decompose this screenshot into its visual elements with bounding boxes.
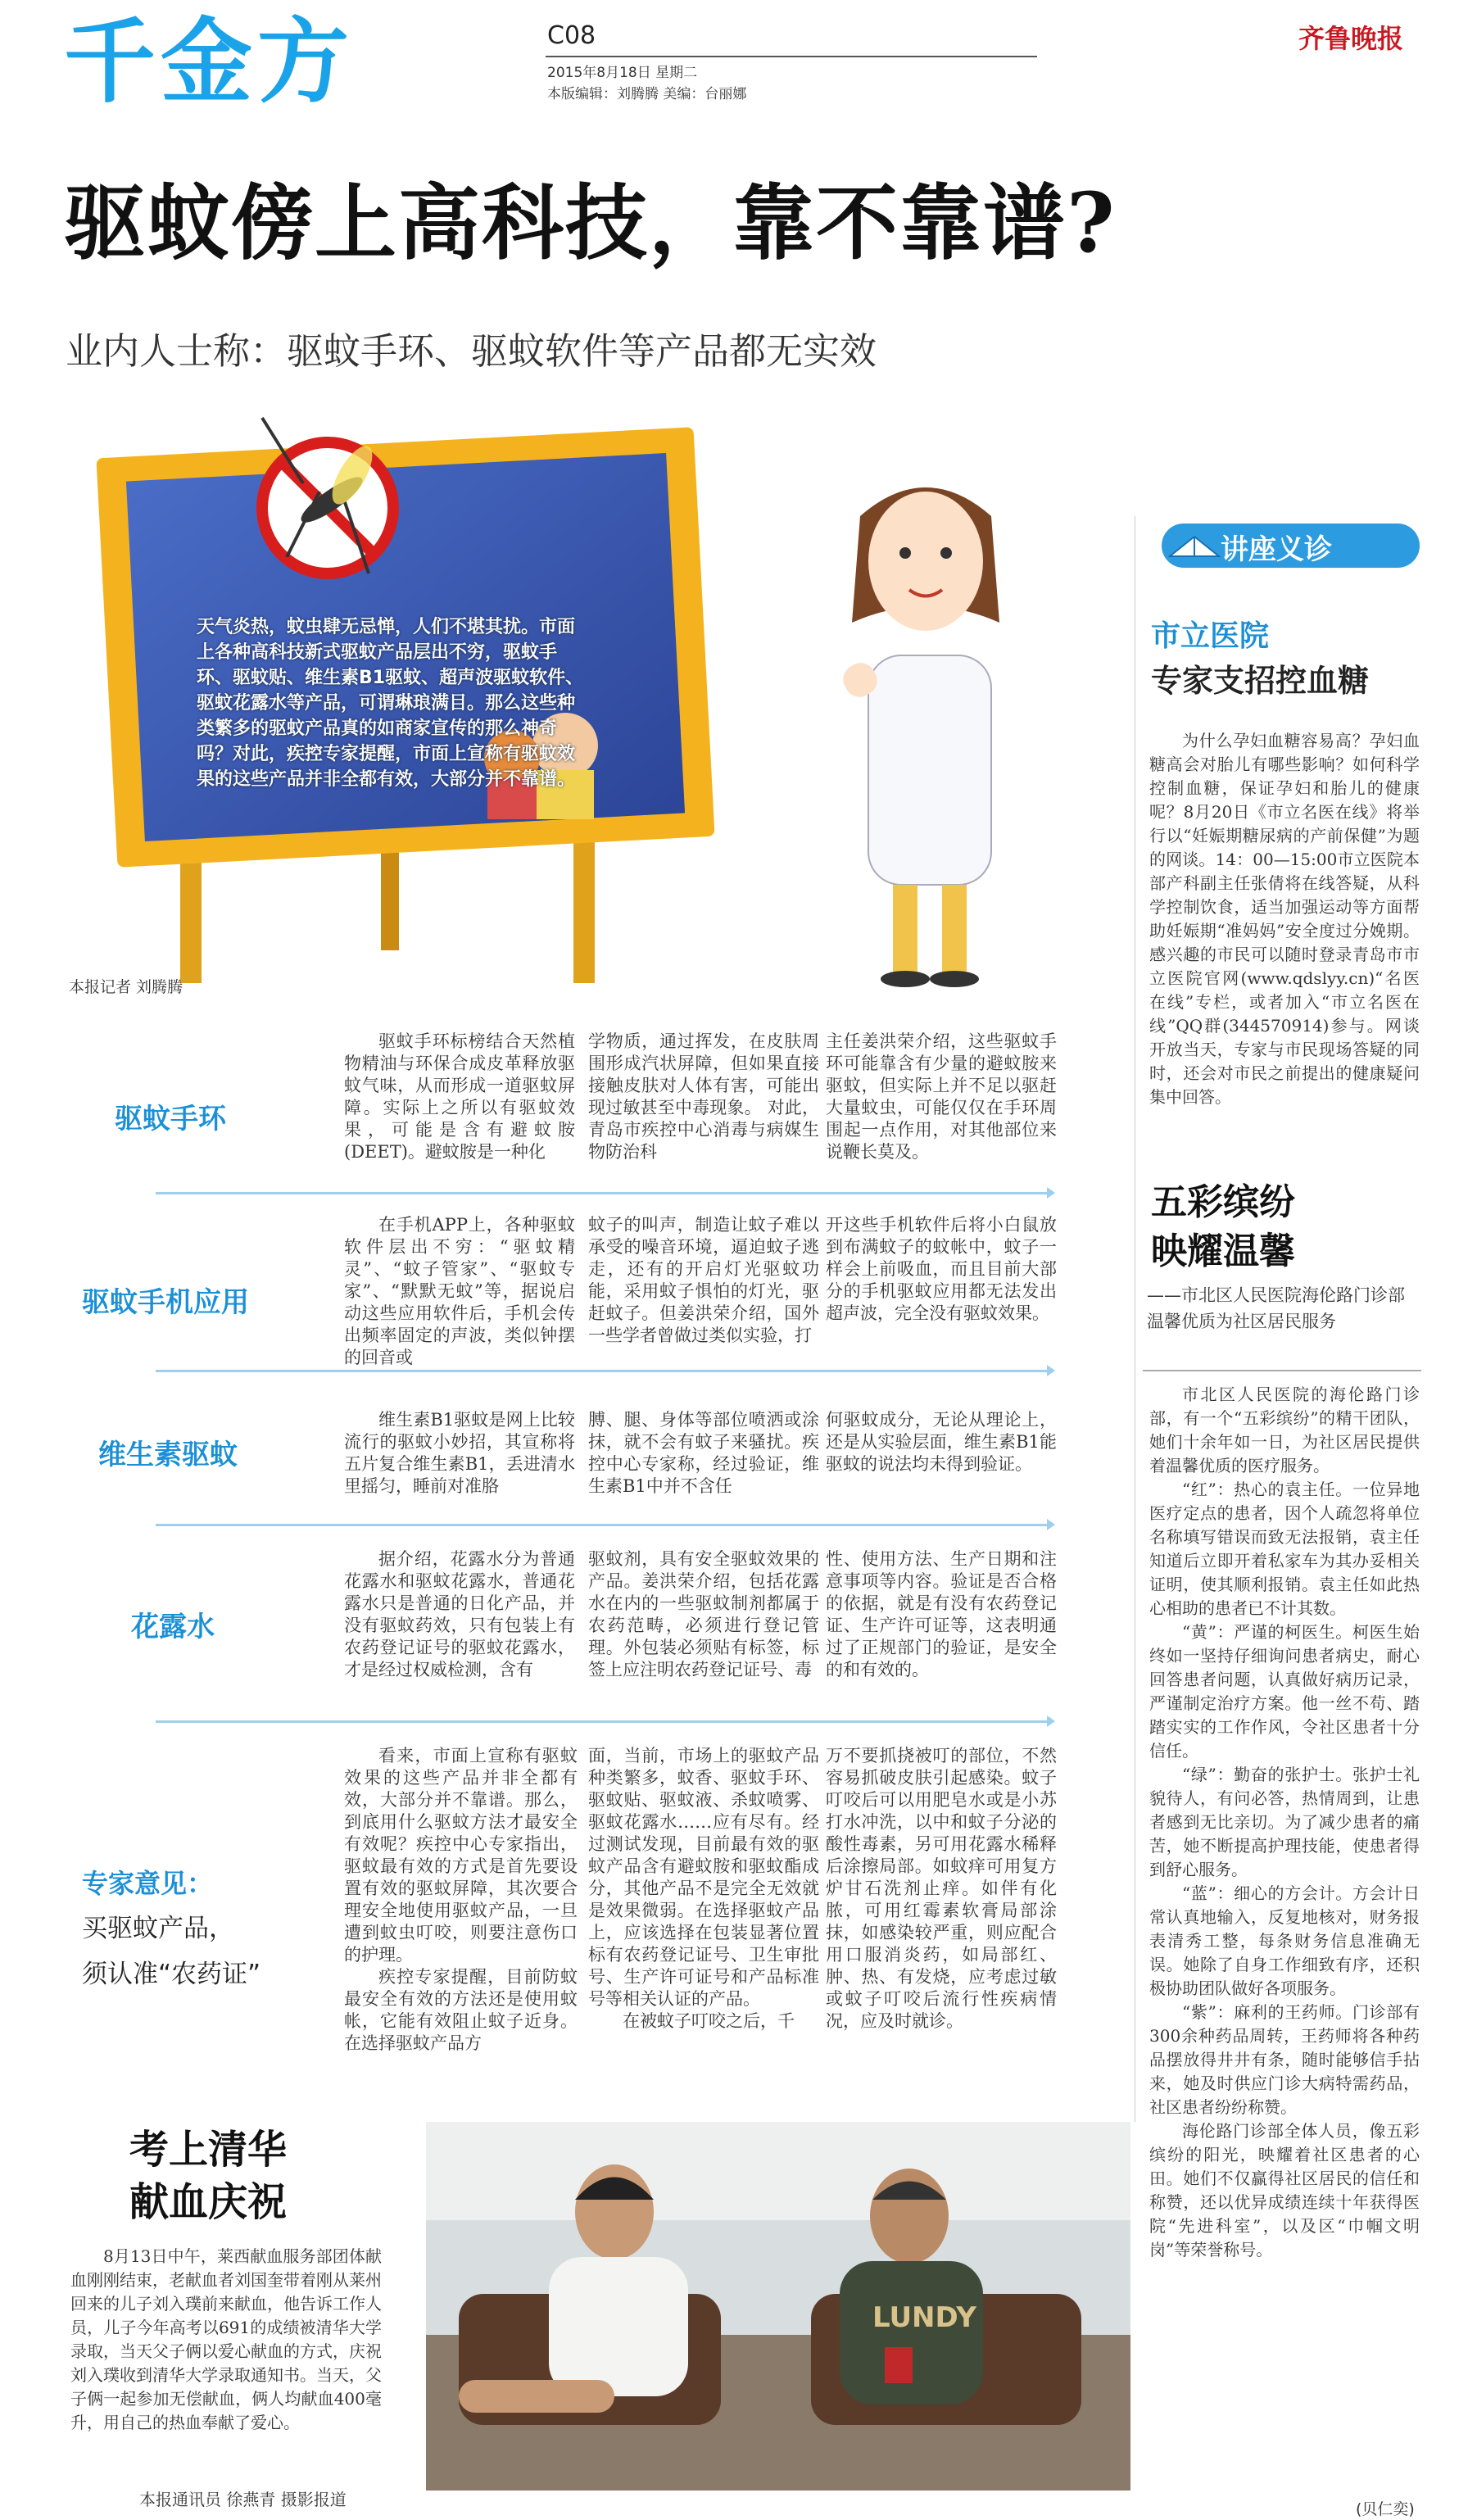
paragraph: 看来，市面上宣称有驱蚊效果的这些产品并非全都有效，大部分并不靠谱。那么，到底用什么驱蚊方法才最安全有效呢？疾控中心专家指出，驱蚊最有效的方式是首先要设置有效的驱蚊屏障，其次要合理安全地使用驱蚊产品，一旦遭到蚊虫叮咬，则要注意伤口的护理。 [344,1746,578,1965]
paragraph: 在手机APP上，各种驱蚊软件层出不穷：“驱蚊精灵”、“蚊子管家”、“驱蚊专家”、“默默无蚊”等，据说启动这些应用软件后，手机会传出频率固定的声波，类似钟摆的回音或 [344,1215,575,1367]
shirt-text: LUNDY [872,2301,976,2334]
section-text-col [344,1548,575,1681]
paragraph: 何驱蚊成分，无论从理论上，还是从实验层面，维生素B1能驱蚊的说法均未得到验证。 [826,1410,1057,1474]
photo-headline-line1: 考上清华 [129,2127,288,2173]
masthead-meta [547,62,746,105]
wucai-paragraph: “绿”：勤奋的张护士。张护士礼貌待人，有问必答，热情周到，让患者感到无比亲切。为了减少患者的痛苦，她不断提高护理技能，使患者得到舒心服务。 [1149,1765,1420,1879]
section-text-col [588,1409,819,1498]
section-text-col [344,1214,575,1369]
board-intro-text: 天气炎热，蚊虫肆无忌惮，人们不堪其扰。市面上各种高科技新式驱蚊产品层出不穷，驱蚊手环、驱蚊贴、维生素B1驱蚊、超声波驱蚊软件、驱蚊花露水等产品，可谓琳琅满目。那么这些种类繁多的驱蚊产品真的如商家宣传的那么神奇吗？对此，疾控专家提醒，市面上宣称有驱蚊效果的这些产品并非全都有效，大部分并不靠谱。 [197,617,584,790]
editor-credits: 本版编辑：刘腾腾 美编：台丽娜 [547,86,747,102]
wucai-headline [1151,1178,1295,1276]
photo-story-headline [129,2123,287,2228]
section-text-col [826,1548,1057,1681]
newspaper-logo: 齐鲁晚报 [1298,23,1404,54]
wucai-paragraph: “蓝”：细心的方会计。方会计日常认真地输入，反复地核对，财务报表清秀工整，每条财务信息准确无误。她除了自身工作细致有序，还积极协助团队做好各项服务。 [1149,1883,1420,1998]
paragraph: 膊、腿、身体等部位喷洒或涂抹，就不会有蚊子来骚扰。疾控中心专家称，经过验证，维生素B1中并不含任 [588,1410,819,1496]
section-divider [156,1192,1050,1194]
paragraph: 驱蚊手环标榜结合天然植物精油与环保合成皮革释放驱蚊气味，从而形成一道驱蚊屏障。实际上之所以有驱蚊效果，可能是含有避蚊胺(DEET)。避蚊胺是一种化 [344,1031,575,1162]
sub-headline: 业内人士称：驱蚊手环、驱蚊软件等产品都无实效 [66,329,877,373]
column-logo: 千金方 [64,9,354,116]
paragraph: 维生素B1驱蚊是网上比较流行的驱蚊小妙招，其宣称将五片复合维生素B1，丢进清水里摇匀，睡前对准胳 [344,1410,575,1496]
masthead-rule [546,56,1037,57]
section-text-col [826,1214,1057,1325]
expert-opinion-line2: 须认准“农药证” [82,1960,261,1989]
section-text-col [344,1031,575,1163]
wucai-paragraph: 市北区人民医院的海伦路门诊部，有一个“五彩缤纷”的精干团队，她们十余年如一日，为社区居民提供着温馨优质的医疗服务。 [1149,1385,1420,1475]
wucai-paragraph: “紫”：麻利的王药师。门诊部有300余种药品周转，王药师将各种药品摆放得井井有条，随时能够信手拈来，她及时供应门诊大病特需药品，社区患者纷纷称赞。 [1149,2002,1420,2117]
wucai-paragraph: 海伦路门诊部全体人员，像五彩缤纷的阳光，映耀着社区患者的心田。她们不仅赢得社区居民的信任和称赞，还以优异成绩连续十年获得医院“先进科室”，以及区“巾帼文明岗”等荣誉称号。 [1149,2121,1420,2259]
masthead [0,0,1477,139]
section-text-col [588,1214,819,1347]
section-divider [156,1524,1050,1526]
expert-text-col [588,1745,819,2033]
paragraph: 主任姜洪荣介绍，这些驱蚊手环可能靠含有少量的避蚊胺来驱蚊，但实际上并不足以驱赶大量蚊虫，可能仅仅在手环周围起一点作用，对其他部位来说鞭长莫及。 [826,1031,1057,1162]
doctor-figure [838,487,999,987]
wucai-title-line2: 映耀温馨 [1151,1231,1295,1272]
blood-donation-photo [426,2122,1130,2491]
paragraph: 在被蚊子叮咬之后，千 [623,2011,795,2031]
wucai-rule [1143,1370,1421,1371]
expert-opinion-line1: 买驱蚊产品， [82,1914,234,1943]
section-label-phone-app: 驱蚊手机应用 [82,1286,249,1319]
photo-credit: 本报通讯员 徐燕青 摄影报道 [139,2490,347,2509]
section-text-col [588,1031,819,1163]
expert-text-col [344,1745,578,2055]
paragraph: 面，当前，市场上的驱蚊产品种类繁多，蚊香、驱蚊手环、驱蚊贴、驱蚊液、杀蚊喷雾、驱蚊花露水……应有尽有。经过测试发现，目前最有效的驱蚊产品含有避蚊胺和驱蚊酯成分，其他产品不是完全无效就是效果微弱。在选择驱蚊产品上，应该选择在包装显著位置标有农药登记证号、卫生审批号、生产许可证号和产品标准号等相关认证的产品。 [588,1746,819,2009]
photo-headline-line2: 献血庆祝 [129,2179,288,2225]
section-label-vitamin: 维生素驱蚊 [98,1439,238,1471]
section-text-col [826,1031,1057,1163]
expert-opinion-label: 专家意见： [82,1868,214,1899]
wucai-paragraph: “黄”：严谨的柯医生。柯医生始终如一坚持仔细询问患者病史，耐心回答患者问题，认真做好病历记录，严谨制定治疗方案。他一丝不苟、踏踏实实的工作作风，令社区患者十分信任。 [1149,1622,1420,1761]
paragraph: 万不要抓挠被叮的部位，不然容易抓破皮肤引起感染。蚊子叮咬后可以用肥皂水或是小苏打水冲洗，以中和蚊子分泌的酸性毒素，另可用花露水稀释后涂擦局部。如蚊痒可用复方炉甘石洗剂止痒。如伴有化脓，可用红霉素软膏局部涂抹，如感染较严重，则应配合用口服消炎药，如局部红、肿、热、有发烧，应考虑过敏或蚊子叮咬后流行性疾病情况，应及时就诊。 [826,1746,1057,2031]
hospital-article-body: 为什么孕妇血糖容易高？孕妇血糖高会对胎儿有哪些影响？如何科学控制血糖，保证孕妇和胎儿的健康呢？8月20日《市立名医在线》将举行以“妊娠期糖尿病的产前保健”为题的网谈。14：00—15:00市立医院本部产科副主任张倩将在线答疑，从科学控制饮食，适当加强运动等方面帮助妊娠期“准妈妈”安全度过分娩期。感兴趣的市民可以随时登录青岛市市立医院官网(www.qdslyy.cn)“名医在线”专栏，或者加入“市立名医在线”QQ群(344570914)参与。网谈开放当天，专家与市民现场答疑的同时，还会对市民之前提出的健康疑问集中回答。 [1149,731,1420,1107]
wucai-signature: (贝仁奕) [1356,2500,1415,2518]
page-number: C08 [547,21,596,50]
paragraph: 开这些手机软件后将小白鼠放到布满蚊子的蚊帐中，蚊子一样会上前吸血，而且目前大部分的手机驱蚊应用都无法发出超声波，完全没有驱蚊效果。 [826,1215,1057,1323]
mosquito-ban-icon [262,418,393,573]
section-label-floral-water: 花露水 [131,1611,215,1643]
lecture-banner-label: 讲座义诊 [1221,533,1332,566]
section-divider [156,1720,1050,1723]
photo-story-body: 8月13日中午，莱西献血服务部团体献血刚刚结束，老献血者刘国奎带着刚从莱州回来的儿子刘入璞前来献血，他告诉工作人员，儿子今年高考以691的成绩被清华大学录取，当天父子俩以爱心献血的方式，庆祝刘入璞收到清华大学录取通知书。当天，父子俩一起参加无偿献血，俩人均献血400毫升，用自己的热血奉献了爱心。 [70,2246,382,2432]
paragraph: 疾控专家提醒，目前防蚊最安全有效的方法还是使用蚊帐，它能有效阻止蚊子近身。在选择驱蚊产品方 [344,1967,578,2053]
paragraph: 据介绍，花露水分为普通花露水和驱蚊花露水，普通花露水只是普通的日化产品，并没有驱蚊药效，只有包装上有农药登记证号的驱蚊花露水，才是经过权威检测，含有 [344,1549,575,1679]
section-text-col [826,1409,1057,1475]
hospital-headline: 专家支招控血糖 [1151,663,1370,699]
paragraph: 学物质，通过挥发，在皮肤周围形成汽状屏障，但如果直接接触皮肤对人体有害，可能出现过敏甚至中毒现象。 对此，青岛市疾控中心消毒与病媒生物防治科 [588,1031,819,1162]
byline: 本报记者 刘腾腾 [69,978,183,996]
wucai-title-line1: 五彩缤纷 [1151,1181,1295,1223]
paragraph: 性、使用方法、生产日期和注意事项等内容。验证是否合格的依据，就是有没有农药登记证、生产许可证等，这表明通过了正规部门的验证，是安全的和有效的。 [826,1549,1057,1679]
wucai-subtitle [1147,1282,1405,1335]
paragraph: 驱蚊剂，具有安全驱蚊效果的产品。姜洪荣介绍，包括花露水在内的一些驱蚊制剂都属于农药范畴，必须进行登记管理。外包装必须贴有标签，标签上应注明农药登记证号、毒 [588,1549,819,1679]
wucai-paragraph: “红”：热心的袁主任。一位异地医疗定点的患者，因个人疏忽将单位名称填写错误而致无法报销，袁主任知道后立即开着私家车为其办妥相关证明，使其顺利报销。袁主任如此热心相助的患者已不计其数。 [1149,1480,1420,1618]
wucai-article-body [1149,1383,1420,2262]
main-headline: 驱蚊傍上高科技，靠不靠谱? [64,174,1117,271]
section-text-col [344,1409,575,1498]
issue-date: 2015年8月18日 星期二 [547,65,698,81]
wucai-subtitle-line1: ——市北区人民医院海伦路门诊部 [1147,1285,1405,1305]
hospital-name: 市立医院 [1151,619,1270,653]
section-text-col [588,1548,819,1681]
paragraph: 蚊子的叫声，制造让蚊子难以承受的噪音环境，逼迫蚊子逃走，还有的开启灯光驱蚊功能，采用蚊子惧怕的灯光，驱赶蚊子。但姜洪荣介绍，国外一些学者曾做过类似实验，打 [588,1215,819,1345]
wucai-subtitle-line2: 温馨优质为社区居民服务 [1147,1312,1336,1331]
expert-text-col [826,1745,1057,2033]
section-divider [156,1370,1050,1372]
section-label-bracelet: 驱蚊手环 [115,1103,226,1135]
